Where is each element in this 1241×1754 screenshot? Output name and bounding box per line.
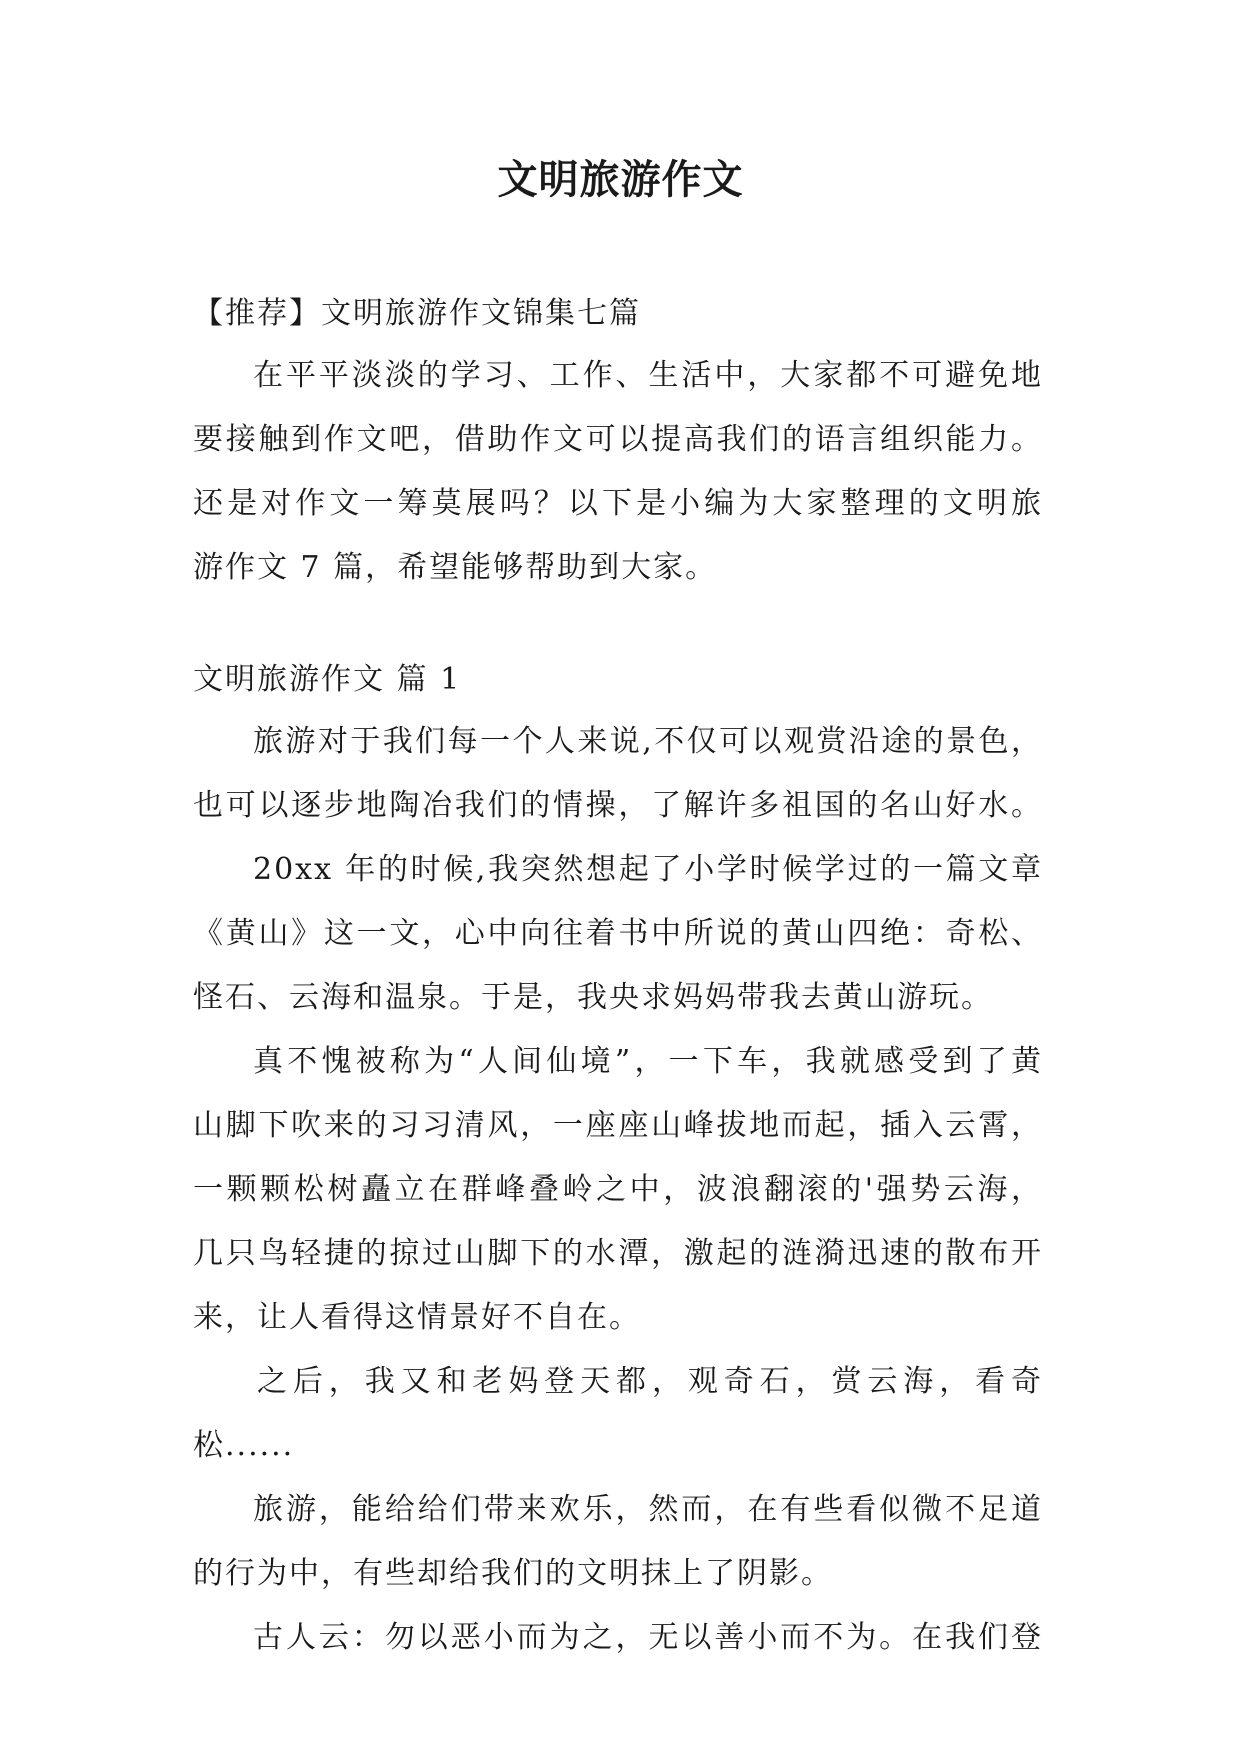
paragraph-line: 要接触到作文吧，借助作文可以提高我们的语言组织能力。 [193, 422, 1043, 457]
paragraph-line: 几只鸟轻捷的掠过山脚下的水潭，激起的涟漪迅速的散布开 [193, 1236, 1043, 1271]
paragraph-line: 的行为中，有些却给我们的文明抹上了阴影。 [193, 1556, 833, 1591]
paragraph-line: 山脚下吹来的习习清风，一座座山峰拔地而起，插入云霄， [193, 1108, 1043, 1143]
paragraph-line: 之后，我又和老妈登天都，观奇石，赏云海，看奇 [257, 1364, 1043, 1399]
paragraph-line: 《黄山》这一文，心中向往着书中所说的黄山四绝：奇松、 [193, 916, 1043, 951]
intro-heading: 【推荐】文明旅游作文锦集七篇 [193, 296, 641, 331]
paragraph-line: 在平平淡淡的学习、工作、生活中，大家都不可避免地 [253, 358, 1043, 393]
paragraph-line: 游作文 7 篇，希望能够帮助到大家。 [193, 550, 718, 585]
page-title: 文明旅游作文 [497, 156, 744, 203]
paragraph-line: 一颗颗松树矗立在群峰叠岭之中，波浪翻滚的'强势云海， [193, 1172, 1043, 1207]
paragraph-line: 古人云：勿以恶小而为之，无以善小而不为。在我们登 [253, 1620, 1043, 1655]
paragraph-line: 松...... [193, 1428, 295, 1463]
paragraph-line: 真不愧被称为“人间仙境”，一下车，我就感受到了黄 [253, 1044, 1043, 1079]
paragraph-line: 旅游对于我们每一个人来说,不仅可以观赏沿途的景色， [253, 724, 1043, 759]
section-heading: 文明旅游作文 篇 1 [193, 662, 462, 697]
paragraph-line: 来，让人看得这情景好不自在。 [193, 1300, 641, 1335]
paragraph-line: 也可以逐步地陶冶我们的情操，了解许多祖国的名山好水。 [193, 788, 1043, 823]
paragraph-line: 20xx 年的时候,我突然想起了小学时候学过的一篇文章 [253, 852, 1043, 887]
paragraph-line: 旅游，能给给们带来欢乐，然而，在有些看似微不足道 [253, 1492, 1043, 1527]
paragraph-line: 还是对作文一筹莫展吗？以下是小编为大家整理的文明旅 [193, 486, 1043, 521]
paragraph-line: 怪石、云海和温泉。于是，我央求妈妈带我去黄山游玩。 [193, 980, 993, 1015]
